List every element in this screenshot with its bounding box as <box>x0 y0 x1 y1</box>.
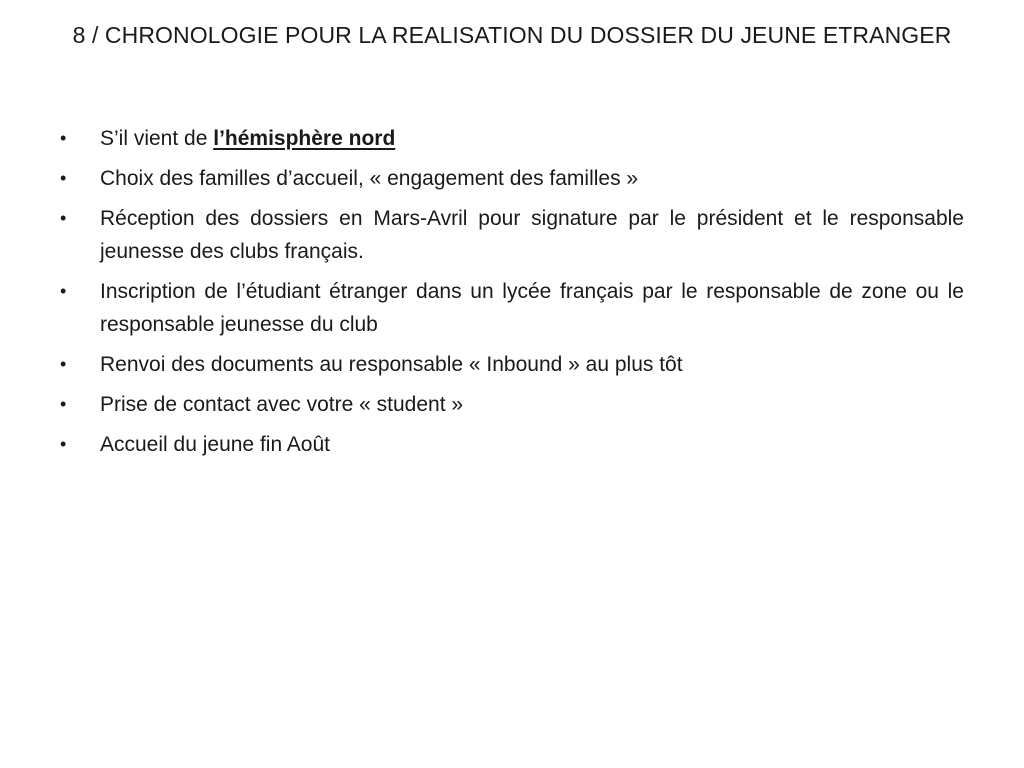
bullet-item-contact-student <box>60 388 964 421</box>
bullet-icon: • <box>60 168 67 188</box>
bullet-icon: • <box>60 434 67 454</box>
bullet-list <box>60 122 964 468</box>
bullet-icon: • <box>60 394 67 414</box>
bullet-text: Réception des dossiers en Mars-Avril pour signature par le président et le responsable jeunesse des clubs français. <box>100 207 964 263</box>
bullet-text: Accueil du jeune fin Août <box>100 433 330 456</box>
bullet-text-emphasis: l’hémisphère nord <box>213 127 396 150</box>
bullet-item-welcome <box>60 428 964 461</box>
bullet-text: Choix des familles d’accueil, « engagement des familles » <box>100 167 639 190</box>
bullet-text: Renvoi des documents au responsable « Inbound » au plus tôt <box>100 353 683 376</box>
bullet-item-school-enrollment <box>60 275 964 341</box>
bullet-icon: • <box>60 128 67 148</box>
bullet-icon: • <box>60 354 67 374</box>
bullet-item-documents-return <box>60 348 964 381</box>
bullet-item-file-reception <box>60 202 964 268</box>
bullet-item-origin <box>60 122 964 155</box>
bullet-text: Inscription de l’étudiant étranger dans un lycée français par le responsable de zone ou le responsable jeunesse du club <box>100 280 964 336</box>
slide-title: 8 / CHRONOLOGIE POUR LA REALISATION DU DOSSIER DU JEUNE ETRANGER <box>72 22 952 48</box>
bullet-text: Prise de contact avec votre « student » <box>100 393 464 416</box>
bullet-icon: • <box>60 281 67 301</box>
bullet-text-prefix: S’il vient de <box>100 127 214 150</box>
bullet-item-host-families <box>60 162 964 195</box>
bullet-icon: • <box>60 208 67 228</box>
